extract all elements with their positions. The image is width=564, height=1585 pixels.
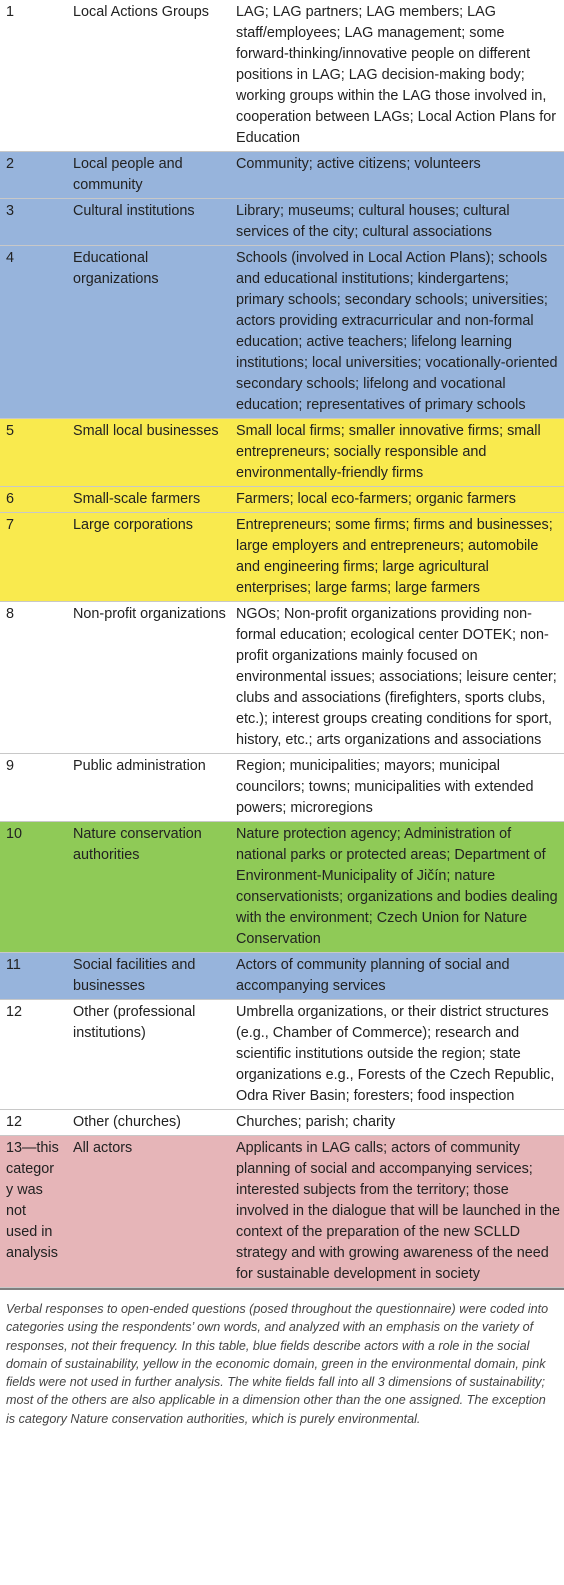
row-category: Educational organizations xyxy=(67,246,234,419)
row-category: Large corporations xyxy=(67,513,234,602)
table-row xyxy=(0,953,564,1000)
table-row xyxy=(0,487,564,513)
row-description: Churches; parish; charity xyxy=(234,1110,564,1136)
row-category: Social facilities and businesses xyxy=(67,953,234,1000)
row-description: NGOs; Non-profit organizations providing non-formal education; ecological center DOTEK; non-profit organizations mainly focused on environmental issues; associations; leisure center; clubs and associations (firefighters, sports clubs, etc.); interest groups creating conditions for sport, history, etc.; arts organizations and associations xyxy=(234,602,564,754)
row-number: 7 xyxy=(0,513,67,602)
row-number: 11 xyxy=(0,953,67,1000)
row-description: Umbrella organizations, or their district structures (e.g., Chamber of Commerce); research and scientific institutions outside the region; state organizations e.g., Forests of the Czech Republic, Odra River Basin; foresters; food inspection xyxy=(234,1000,564,1110)
table-row xyxy=(0,822,564,953)
row-number: 12 xyxy=(0,1110,67,1136)
row-category: Local people and community xyxy=(67,152,234,199)
table-row xyxy=(0,1136,564,1288)
row-description: LAG; LAG partners; LAG members; LAG staff/employees; LAG management; some forward-thinking/innovative people on different positions in LAG; LAG decision-making body; working groups within the LAG those involved in, cooperation between LAGs; Local Action Plans for Education xyxy=(234,0,564,152)
row-number: 3 xyxy=(0,199,67,246)
row-number: 6 xyxy=(0,487,67,513)
table-row xyxy=(0,0,564,152)
table-row xyxy=(0,419,564,487)
row-description: Small local firms; smaller innovative firms; small entrepreneurs; socially responsible and environmentally-friendly firms xyxy=(234,419,564,487)
row-category: Non-profit organizations xyxy=(67,602,234,754)
row-description: Farmers; local eco-farmers; organic farmers xyxy=(234,487,564,513)
row-category: Local Actions Groups xyxy=(67,0,234,152)
table-footnote: Verbal responses to open-ended questions (posed throughout the questionnaire) were coded into categories using the respondents’ own words, and analyzed with an emphasis on the variety of responses, not their frequency. In this table, blue fields describe actors with a role in the social domain of sustainability, yellow in the economic domain, green in the environmental domain, pink fields were not used in further analysis. The white fields fall into all 3 dimensions of sustainability; most of the others are also applicable in a dimension other than the one assigned. The exception is category Nature conservation authorities, which is purely environmental. xyxy=(6,1302,549,1426)
table-row xyxy=(0,1110,564,1136)
row-number: 10 xyxy=(0,822,67,953)
row-number: 5 xyxy=(0,419,67,487)
row-number: 1 xyxy=(0,0,67,152)
row-description: Entrepreneurs; some firms; firms and businesses; large employers and entrepreneurs; automobile and engineering firms; large agricultural enterprises; large farms; large farmers xyxy=(234,513,564,602)
row-description: Applicants in LAG calls; actors of community planning of social and accompanying services; interested subjects from the territory; those involved in the dialogue that will be launched in the context of the preparation of the new SCLLD strategy and with growing awareness of the need for sustainable development in society xyxy=(234,1136,564,1288)
row-number: 13—this category was not used in analysis xyxy=(0,1136,67,1288)
row-description: Nature protection agency; Administration of national parks or protected areas; Department of Environment-Municipality of Jičín; nature conservationists; organizations and bodies dealing with the environment; Czech Union for Nature Conservation xyxy=(234,822,564,953)
row-category: All actors xyxy=(67,1136,234,1288)
table-row xyxy=(0,1000,564,1110)
row-description: Community; active citizens; volunteers xyxy=(234,152,564,199)
row-category: Small-scale farmers xyxy=(67,487,234,513)
table-row xyxy=(0,152,564,199)
table-row xyxy=(0,199,564,246)
row-number: 4 xyxy=(0,246,67,419)
row-category: Nature conservation authorities xyxy=(67,822,234,953)
table-row xyxy=(0,754,564,822)
row-category: Cultural institutions xyxy=(67,199,234,246)
row-number: 2 xyxy=(0,152,67,199)
row-number: 8 xyxy=(0,602,67,754)
table-row xyxy=(0,513,564,602)
row-category: Public administration xyxy=(67,754,234,822)
row-category: Small local businesses xyxy=(67,419,234,487)
row-description: Actors of community planning of social and accompanying services xyxy=(234,953,564,1000)
row-description: Region; municipalities; mayors; municipal councilors; towns; municipalities with extended powers; microregions xyxy=(234,754,564,822)
row-number: 9 xyxy=(0,754,67,822)
row-description: Schools (involved in Local Action Plans); schools and educational institutions; kindergartens; primary schools; secondary schools; universities; actors providing extracurricular and non-formal education; active teachers; lifelong learning institutions; local universities; vocationally-oriented secondary schools; lifelong and vocational education; representatives of primary schools xyxy=(234,246,564,419)
row-description: Library; museums; cultural houses; cultural services of the city; cultural associations xyxy=(234,199,564,246)
row-number: 12 xyxy=(0,1000,67,1110)
row-category: Other (professional institutions) xyxy=(67,1000,234,1110)
table-row xyxy=(0,246,564,419)
table-row xyxy=(0,602,564,754)
row-category: Other (churches) xyxy=(67,1110,234,1136)
